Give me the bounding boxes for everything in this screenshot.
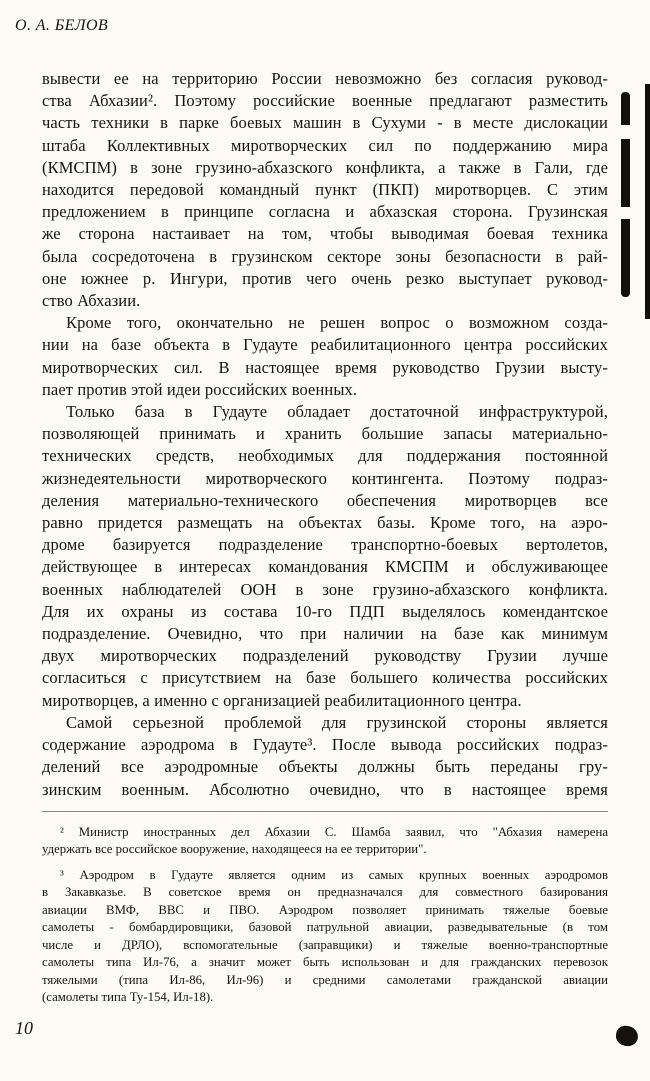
text-line: миротворцев, а именно с организацией реабилитационного центра. — [42, 690, 522, 710]
paragraph — [42, 712, 608, 801]
text-line: нии на базе объекта в Гудауте реабилитационного центра российских — [42, 335, 608, 355]
scan-artifact-streak — [621, 92, 630, 297]
text-line: равно придется размещать на объектах базы. Кроме того, на аэро- — [42, 513, 608, 533]
text-line: предложением в принципе согласна и абхазская сторона. Грузинская — [42, 202, 608, 222]
text-line: вывести ее на территорию России невозможно без согласия руковод- — [42, 69, 608, 88]
text-line: штаба Коллективных миротворческих сил по поддержанию мира — [42, 135, 608, 155]
text-line: технических средств, необходимых для поддержания постоянной — [42, 446, 608, 466]
paragraph — [42, 401, 608, 712]
text-line: Кроме того, окончательно не решен вопрос о возможном созда- — [66, 313, 608, 333]
text-line: зинским военным. Абсолютно очевидно, что в настоящее время — [42, 779, 608, 799]
text-line: миротворческих сил. В настоящее время руководство Грузии высту- — [42, 357, 608, 377]
text-line: Только база в Гудауте обладает достаточной инфраструктурой, — [66, 402, 608, 422]
text-line: действующее в интересах командования КМСПМ и обслуживающее — [42, 557, 608, 577]
text-line: находится передовой командный пункт (ПКП) миротворцев. С этим — [42, 180, 608, 200]
text-line: самолеты типа Ил-76, а значит может быть использован и для гражданских перевозок — [42, 955, 608, 970]
text-line: же сторона настаивает на том, чтобы выводимая боевая техника — [42, 224, 608, 244]
text-line: двух миротворческих подразделений руководству Грузии лучше — [42, 646, 608, 666]
scan-artifact-bottom — [615, 1025, 640, 1048]
text-line: удержать все российское вооружение, находящееся на ее территории". — [42, 842, 427, 857]
text-line: в Закавказье. В советское время он предназначался для совместного базирования — [42, 885, 608, 900]
text-line: позволяющей принимать и хранить большие запасы материально- — [42, 424, 608, 444]
text-line: Для их охраны из состава 10-го ПДП выделялось комендантское — [42, 601, 608, 621]
text-line: военных наблюдателей ООН в зоне грузино-абхазского конфликта. — [42, 579, 608, 599]
text-line: ² Министр иностранных дел Абхазии С. Шамба заявил, что "Абхазия намерена — [60, 824, 608, 839]
text-line: пает против этой идеи российских военных. — [42, 379, 358, 399]
text-line: жизнедеятельности миротворческого контингента. Поэтому подраз- — [42, 468, 608, 488]
text-line: дроме базируется подразделение транспортно-боевых вертолетов, — [42, 535, 608, 555]
footnote — [42, 867, 608, 1007]
text-line: самолеты - бомбардировщики, базовой патрульной авиации, разведывательные (в том — [42, 920, 608, 935]
text-line: (КМСПМ) в зоне грузино-абхазского конфликта, а также в Гали, где — [42, 157, 608, 177]
text-line: содержание аэродрома в Гудауте³. После вывода российских подраз- — [42, 735, 608, 755]
footnote-separator — [42, 811, 608, 812]
text-line: согласиться с присутствием на базе большего количества российских — [42, 668, 608, 688]
footnote — [42, 824, 608, 859]
body-text — [42, 68, 608, 801]
text-line: подразделение. Очевидно, что при наличии на базе как минимум — [42, 624, 608, 644]
text-line: ³ Аэродром в Гудауте является одним из самых крупных военных аэродромов — [60, 867, 608, 882]
paragraph — [42, 312, 608, 401]
text-block — [42, 68, 608, 1007]
text-line: ство Абхазии. — [42, 291, 141, 311]
running-header: О. А. БЕЛОВ — [15, 17, 109, 34]
text-line: тяжелыми (типа Ил-86, Ил-96) и средними самолетами гражданской авиации — [42, 972, 608, 987]
text-line: числе и ДРЛО), вспомогательные (заправщики) и тяжелые военно-транспортные — [42, 937, 608, 952]
text-line: часть техники в парке боевых машин в Сухуми - в месте дислокации — [42, 113, 608, 133]
scan-artifact-right-edge — [645, 84, 650, 319]
paragraph — [42, 68, 608, 312]
footnotes — [42, 824, 608, 1007]
text-line: была сосредоточена в грузинском секторе зоны безопасности в рай- — [42, 246, 608, 266]
page-number: 10 — [15, 1018, 33, 1038]
text-line: деления материально-технического обеспечения миротворцев все — [42, 490, 608, 510]
text-line: Самой серьезной проблемой для грузинской стороны является — [66, 712, 608, 732]
text-line: авиации ВМФ, ВВС и ПВО. Аэродром позволяет принимать тяжелые боевые — [42, 902, 608, 917]
text-line: делений все аэродромные объекты должны быть переданы гру- — [42, 757, 608, 777]
text-line: (самолеты типа Ту-154, Ил-18). — [42, 990, 214, 1005]
text-line: ства Абхазии². Поэтому российские военные предлагают разместить — [42, 91, 608, 111]
text-line: оне южнее р. Ингури, против чего очень резко выступает руковод- — [42, 268, 608, 288]
